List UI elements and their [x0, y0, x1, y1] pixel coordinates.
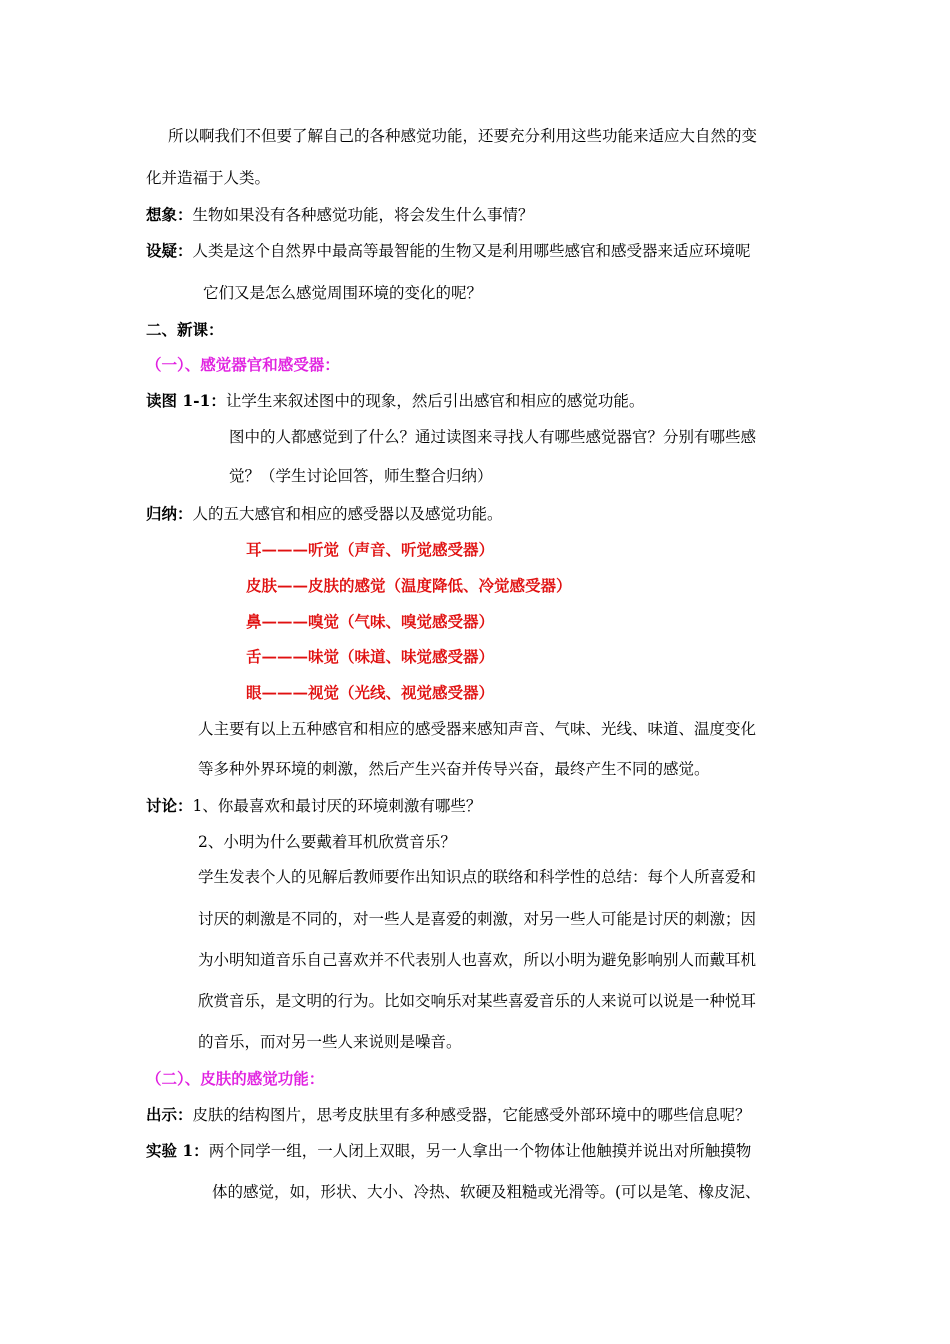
question-line-2: 它们又是怎么感觉周围环境的变化的呢？ [203, 284, 483, 302]
summary-body-line-1: 人主要有以上五种感官和相应的感受器来感知声音、气味、光线、味道、温度变化 [198, 720, 757, 738]
summary-label: 归纳： [146, 504, 193, 523]
summary-paragraph [146, 504, 503, 524]
imagine-text: 生物如果没有各种感觉功能，将会发生什么事情？ [192, 206, 534, 224]
question-line-1: 人类是这个自然界中最高等最智能的生物又是利用哪些感官和感受器来适应环境呢 [192, 242, 751, 260]
read-figure-text: 让学生来叙述图中的现象，然后引出感官和相应的感觉功能。 [225, 392, 645, 410]
discuss-question-1: 1、你最喜欢和最讨厌的环境刺激有哪些？ [192, 797, 482, 815]
read-figure-line-2: 图中的人都感觉到了什么？通过读图来寻找人有哪些感觉器官？分别有哪些感 [229, 428, 757, 446]
show-text: 皮肤的结构图片，思考皮肤里有多种感受器，它能感受外部环境中的哪些信息呢？ [192, 1106, 751, 1124]
show-paragraph [146, 1105, 751, 1125]
section-2-heading: （二）、皮肤的感觉功能： [146, 1069, 325, 1088]
section-1-heading: （一）、感觉器官和感受器： [146, 355, 340, 374]
read-figure-paragraph [146, 391, 644, 411]
organ-ear: 耳———听觉（声音、听觉感受器） [246, 540, 495, 559]
organ-nose: 鼻———嗅觉（气味、嗅觉感受器） [246, 612, 495, 631]
read-figure-label: 读图 1-1： [146, 391, 226, 410]
discuss-answer-line-5: 的音乐，而对另一些人来说则是噪音。 [198, 1033, 462, 1051]
show-label: 出示： [146, 1105, 193, 1124]
discuss-label: 讨论： [146, 796, 193, 815]
organ-eye: 眼———视觉（光线、视觉感受器） [246, 683, 495, 702]
experiment-1-line-2: 体的感觉，如，形状、大小、冷热、软硬及粗糙或光滑等。(可以是笔、橡皮泥、 [212, 1183, 761, 1201]
organ-tongue: 舌———味觉（味道、味觉感受器） [246, 647, 495, 666]
question-label: 设疑： [146, 241, 193, 260]
intro-line-1: 所以啊我们不但要了解自己的各种感觉功能，还要充分利用这些功能来适应大自然的变 [168, 127, 758, 145]
discuss-answer-line-2: 讨厌的刺激是不同的，对一些人是喜爱的刺激，对另一些人可能是讨厌的刺激；因 [198, 910, 757, 928]
imagine-paragraph [146, 205, 534, 225]
discuss-answer-line-3: 为小明知道音乐自己喜欢并不代表别人也喜欢，所以小明为避免影响别人而戴耳机 [198, 951, 757, 969]
summary-text: 人的五大感官和相应的感受器以及感觉功能。 [192, 505, 503, 523]
intro-line-2: 化并造福于人类。 [146, 169, 271, 187]
summary-body-line-2: 等多种外界环境的刺激，然后产生兴奋并传导兴奋，最终产生不同的感觉。 [198, 760, 710, 778]
question-paragraph [146, 241, 751, 261]
organ-skin: 皮肤——皮肤的感觉（温度降低、冷觉感受器） [246, 576, 572, 595]
discuss-answer-line-1: 学生发表个人的见解后教师要作出知识点的联络和科学性的总结：每个人所喜爱和 [198, 868, 757, 886]
experiment-1-line-1: 两个同学一组，一人闭上双眼，另一人拿出一个物体让他触摸并说出对所触摸物 [208, 1142, 752, 1160]
discuss-question-2: 2、小明为什么要戴着耳机欣赏音乐？ [198, 833, 456, 851]
read-figure-line-3: 觉？（学生讨论回答，师生整合归纳） [229, 467, 493, 485]
new-lesson-heading: 二、新课： [146, 320, 224, 339]
experiment-1-label: 实验 1： [146, 1141, 209, 1160]
imagine-label: 想象： [146, 205, 193, 224]
experiment-1-paragraph [146, 1141, 751, 1161]
discuss-paragraph [146, 796, 481, 816]
discuss-answer-line-4: 欣赏音乐，是文明的行为。比如交响乐对某些喜爱音乐的人来说可以说是一种悦耳 [198, 992, 757, 1010]
